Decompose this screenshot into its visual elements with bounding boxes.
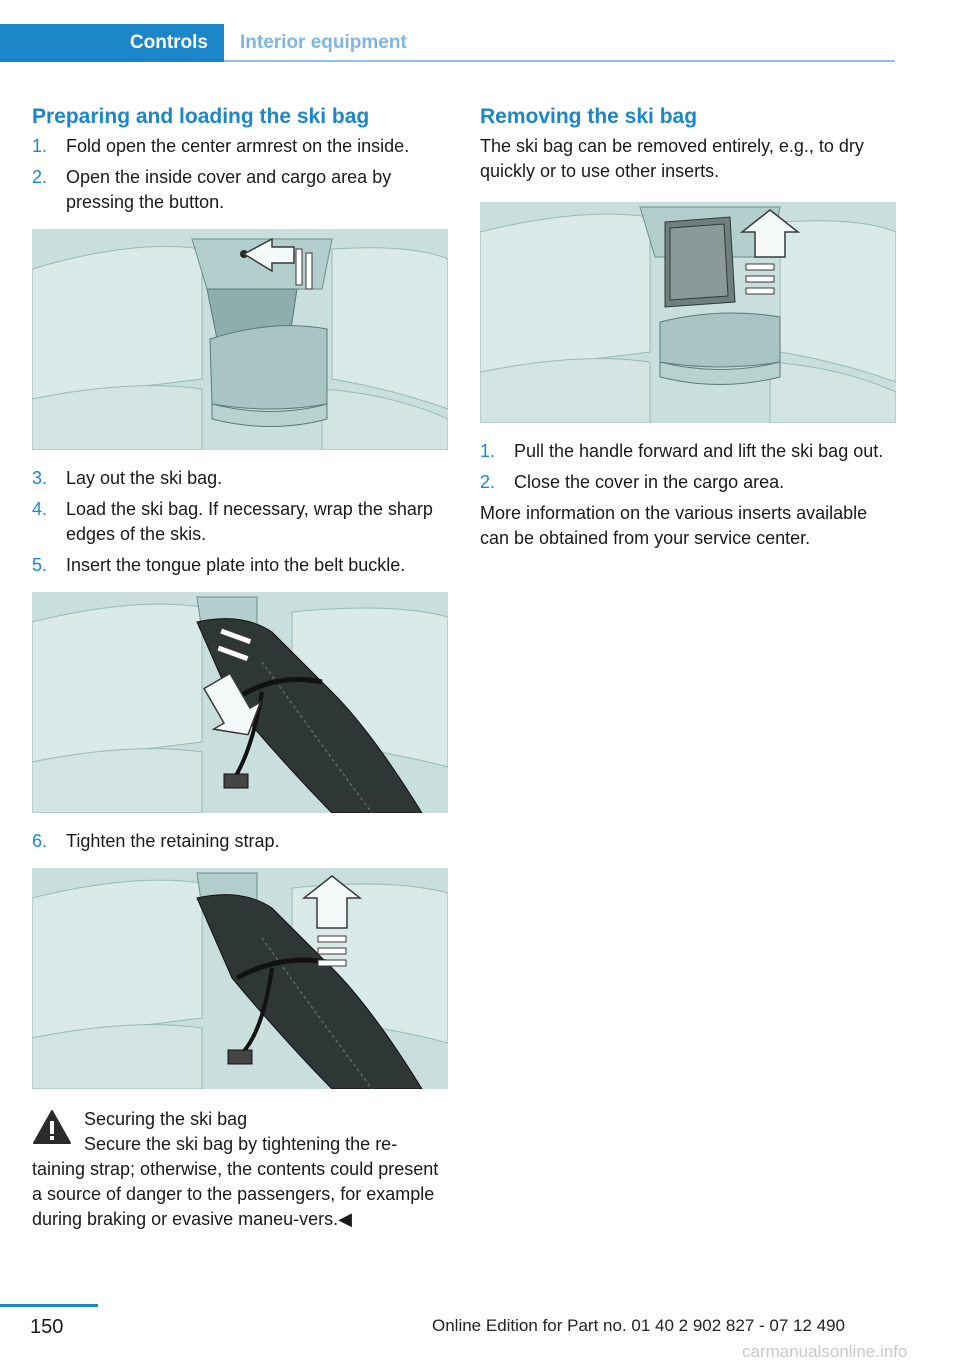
figure-tighten-strap	[32, 868, 448, 1089]
warning-body: Secure the ski bag by tightening the re-taining strap; otherwise, the contents could present a source of danger to the passengers, for example during braking or evasive maneu-vers.◀	[32, 1134, 439, 1229]
right-column	[480, 100, 896, 551]
intro-paragraph: The ski bag can be removed entirely, e.g., to dry quickly or to use other inserts.	[480, 136, 864, 181]
steps-list-c	[32, 829, 448, 854]
warning-icon	[32, 1109, 72, 1145]
list-item: 1. Pull the handle forward and lift the ski bag out.	[480, 441, 884, 461]
page-number: 150	[30, 1316, 64, 1338]
figure-open-cargo-area	[32, 229, 448, 450]
list-item: 2. Open the inside cover and cargo area by pressing the button.	[32, 167, 392, 212]
section-heading-preparing: Preparing and loading the ski bag	[32, 105, 370, 128]
steps-list-removing	[480, 439, 896, 495]
tab-controls: Controls	[0, 24, 224, 62]
list-item: 3. Lay out the ski bag.	[32, 468, 223, 488]
section-heading-removing: Removing the ski bag	[480, 105, 698, 128]
list-item: 6. Tighten the retaining strap.	[32, 831, 280, 851]
warning-note	[32, 1107, 448, 1232]
steps-list-a	[32, 134, 448, 215]
footer-rule	[0, 1304, 98, 1307]
list-item: 1. Fold open the center armrest on the inside.	[32, 136, 410, 156]
left-column	[32, 100, 448, 1232]
figure-load-ski-bag	[32, 592, 448, 813]
steps-list-b	[32, 466, 448, 578]
header-rule	[224, 60, 895, 62]
warning-title: Securing the ski bag	[84, 1109, 248, 1129]
tab-interior-equipment: Interior equipment	[240, 32, 407, 53]
list-item: 4. Load the ski bag. If necessary, wrap the sharp edges of the skis.	[32, 499, 433, 544]
list-item: 2. Close the cover in the cargo area.	[480, 472, 785, 492]
outro-paragraph: More information on the various inserts available can be obtained from your service center.	[480, 503, 868, 548]
edition-text: Online Edition for Part no. 01 40 2 902 827 - 07 12 490	[432, 1316, 846, 1335]
header	[0, 24, 895, 62]
figure-remove-ski-bag	[480, 202, 896, 423]
list-item: 5. Insert the tongue plate into the belt buckle.	[32, 555, 406, 575]
watermark: carmanualsonline.info	[742, 1342, 908, 1361]
